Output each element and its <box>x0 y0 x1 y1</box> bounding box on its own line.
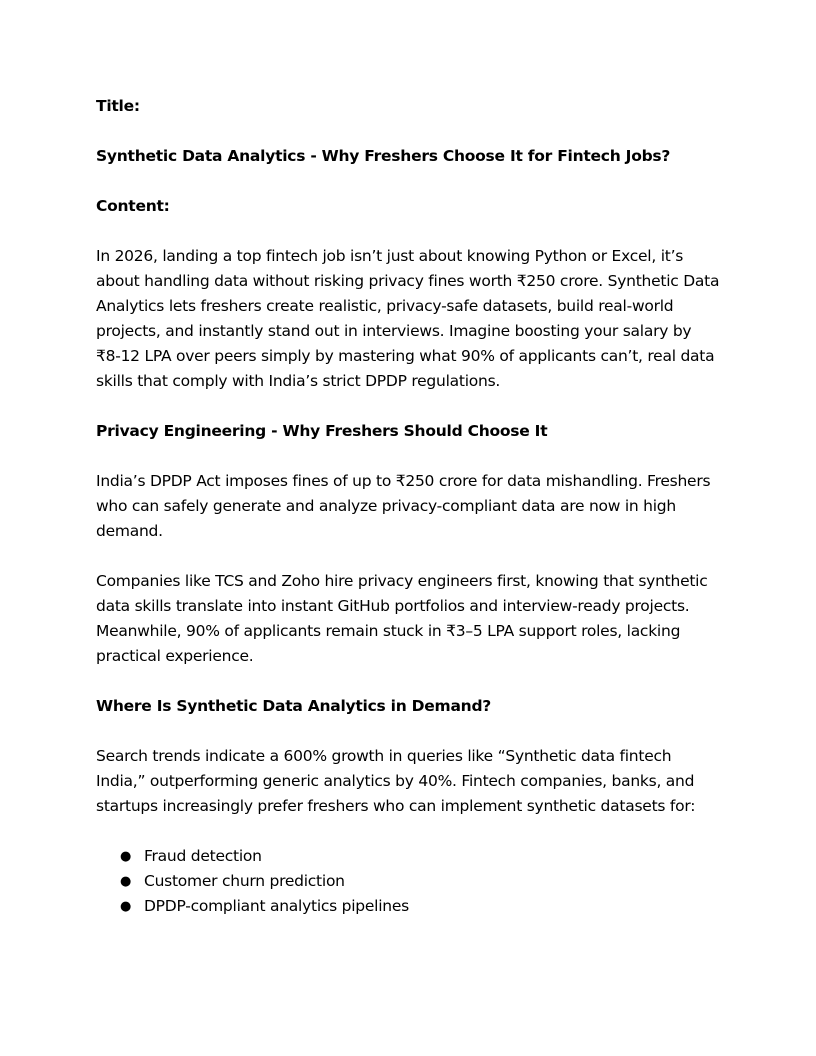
title-label: Title: <box>96 97 140 115</box>
list-item <box>96 844 720 869</box>
content-label: Content: <box>96 197 170 215</box>
section-heading-privacy-engineering: Privacy Engineering - Why Freshers Should Choose It <box>96 422 548 440</box>
bullet-icon: ● <box>120 899 132 914</box>
list-item-text: Customer churn prediction <box>144 872 345 890</box>
bullet-icon: ● <box>120 874 132 889</box>
privacy-paragraph-2: Companies like TCS and Zoho hire privacy engineers first, knowing that synthetic data skills translate into instant GitHub portfolios and interview-ready projects. Meanwhile, 90% of applicants remain stuck in ₹3–5 LPA support roles, lacking practical experience. <box>96 572 708 665</box>
section-heading-demand: Where Is Synthetic Data Analytics in Demand? <box>96 697 492 715</box>
list-item <box>96 894 720 919</box>
demand-paragraph: Search trends indicate a 600% growth in queries like “Synthetic data fintech India,” outperforming generic analytics by 40%. Fintech companies, banks, and startups increasingly prefer freshers who can implement synthetic datasets for: <box>96 747 696 815</box>
bullet-icon: ● <box>120 849 132 864</box>
list-item <box>96 869 720 894</box>
list-item-text: Fraud detection <box>144 847 262 865</box>
document-page <box>96 94 720 919</box>
intro-paragraph: In 2026, landing a top fintech job isn’t just about knowing Python or Excel, it’s about handling data without risking privacy fines worth ₹250 crore. Synthetic Data Analytics lets freshers create realistic, privacy-safe datasets, build real-world projects, and instantly stand out in interviews. Imagine boosting your salary by ₹8-12 LPA over peers simply by mastering what 90% of applicants can’t, real data skills that comply with India’s strict DPDP regulations. <box>96 247 720 390</box>
list-item-text: DPDP-compliant analytics pipelines <box>144 897 409 915</box>
document-title: Synthetic Data Analytics - Why Freshers Choose It for Fintech Jobs? <box>96 147 671 165</box>
use-case-list <box>96 844 720 919</box>
privacy-paragraph-1: India’s DPDP Act imposes fines of up to ₹250 crore for data mishandling. Freshers who can safely generate and analyze privacy-compliant data are now in high demand. <box>96 472 711 540</box>
